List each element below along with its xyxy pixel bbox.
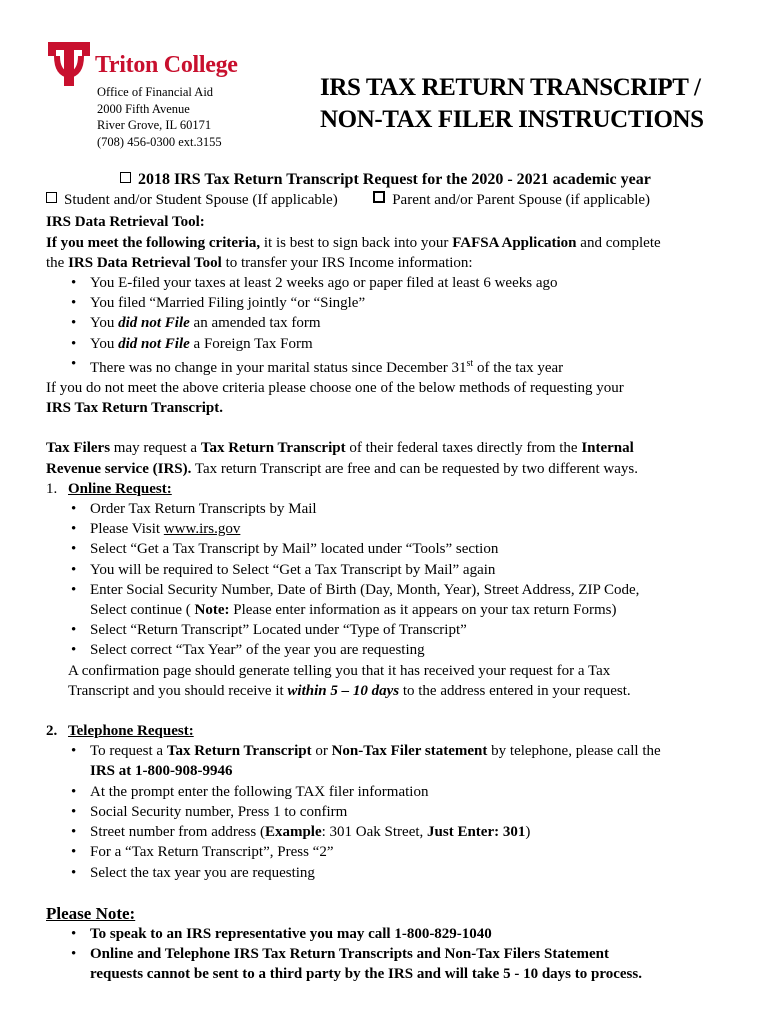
text: by telephone, please call the (487, 743, 661, 760)
telephone-request-heading: Telephone Request: (68, 723, 194, 740)
bullet-icon: • (71, 803, 77, 820)
address-line: Office of Financial Aid (97, 85, 214, 99)
phone-heading (46, 721, 736, 741)
parent-option-label: Parent and/or Parent Spouse (if applicable) (392, 192, 651, 209)
text: You (90, 315, 119, 332)
bullet-icon: • (71, 824, 77, 841)
list-item (46, 560, 736, 580)
list-item-text: At the prompt enter the following TAX filer information (90, 783, 429, 800)
title-line-1: IRS TAX RETURN TRANSCRIPT / (320, 74, 701, 101)
bold: Revenue service (IRS). (46, 460, 192, 477)
drt-intro-2 (46, 253, 736, 273)
year-request-text: 2018 IRS Tax Return Transcript Request for the 2020 - 2021 academic year (138, 171, 651, 188)
text: Street number from address ( (90, 824, 265, 841)
bullet-icon: • (71, 315, 77, 332)
list-item-text: requests cannot be sent to a third party by the IRS and will take 5 - 10 days to process. (90, 966, 642, 983)
text: : 301 Oak Street, (321, 824, 428, 841)
text: To request a (90, 743, 167, 760)
list-item-text: Enter Social Security Number, Date of Birth (Day, Month, Year), Street Address, ZIP Code, (90, 581, 640, 598)
did-not-file: did not File (118, 335, 190, 352)
bullet-icon: • (71, 642, 77, 659)
online-request-heading: Online Request: (68, 480, 172, 497)
list-item (46, 924, 736, 944)
list-item (46, 842, 736, 862)
text: Transcript and you should receive it (68, 682, 288, 699)
online-steps (46, 499, 736, 661)
list-item (46, 620, 736, 640)
bold: Non-Tax Filer statement (331, 743, 488, 760)
irs-website-link[interactable]: www.irs.gov (163, 521, 241, 538)
section-number: 1. (46, 480, 58, 497)
list-item-text: You E-filed your taxes at least 2 weeks ago or paper filed at least 6 weeks ago (90, 275, 558, 292)
document-title (320, 72, 704, 136)
list-item (46, 293, 736, 313)
list-item (46, 640, 736, 660)
drt-heading-text: IRS Data Retrieval Tool: (46, 214, 205, 231)
criteria-bold: If you meet the following criteria, (46, 234, 261, 251)
bullet-icon: • (71, 521, 77, 538)
bullet-icon: • (71, 335, 77, 352)
college-name: Triton College (95, 52, 238, 78)
bold: Just Enter: 301 (427, 824, 526, 841)
address-line: 2000 Fifth Avenue (97, 101, 190, 116)
phone-steps (46, 741, 736, 882)
title-line-2: NON-TAX FILER INSTRUCTIONS (320, 106, 704, 133)
bullet-icon: • (71, 925, 77, 942)
bullet-icon: • (71, 295, 77, 312)
confirmation-line-2 (46, 681, 736, 701)
text: of the tax year (473, 359, 564, 376)
criteria-list (46, 273, 736, 378)
drt-tool-bold: IRS Data Retrieval Tool (68, 254, 222, 271)
text: Select continue ( (90, 602, 195, 619)
bullet-icon: • (71, 864, 77, 881)
student-option-label: Student and/or Student Spouse (If applicable) (64, 192, 338, 209)
bold: Example (264, 824, 322, 841)
intro-text: it is best to sign back into your (260, 234, 453, 251)
list-item-text: Order Tax Return Transcripts by Mail (90, 501, 317, 518)
list-item-text: Social Security number, Press 1 to confirm (90, 803, 348, 820)
bullet-icon: • (71, 783, 77, 800)
list-item-text: Online and Telephone IRS Tax Return Transcripts and Non-Tax Filers Statement (90, 946, 609, 963)
list-item (46, 539, 736, 559)
list-item (46, 519, 736, 539)
list-item-text: You filed “Married Filing jointly “or “Single” (90, 295, 366, 312)
section-number: 2. (46, 723, 58, 740)
year-request-line (46, 170, 736, 190)
please-note-heading: Please Note: (46, 903, 136, 923)
not-meet-criteria: If you do not meet the above criteria please choose one of the below methods of requesting your (46, 380, 624, 397)
list-item-text: Select the tax year you are requesting (90, 864, 315, 881)
office-address (97, 84, 222, 150)
list-item (46, 822, 736, 842)
bullet-icon: • (71, 581, 77, 598)
days-bold: within 5 – 10 days (287, 682, 400, 699)
text: may request a (110, 440, 201, 457)
list-item (46, 334, 736, 354)
list-item-text: To speak to an IRS representative you may call 1-800-829-1040 (90, 925, 492, 942)
text: There was no change in your marital status since December 31 (90, 359, 467, 376)
superscript: st (466, 357, 474, 369)
bullet-icon: • (71, 355, 77, 372)
online-heading (46, 479, 736, 499)
irs-phone-number: IRS at 1-800-908-9946 (90, 763, 233, 780)
list-item (46, 499, 736, 519)
note-list (46, 924, 736, 985)
text: the (46, 254, 69, 271)
list-item (46, 741, 736, 781)
drt-intro (46, 233, 736, 253)
fafsa-bold: FAFSA Application (452, 234, 577, 251)
text: an amended tax form (189, 315, 321, 332)
parent-checkbox[interactable] (373, 191, 385, 203)
bold: Tax Return Transcript (200, 440, 346, 457)
bold: Tax Filers (46, 440, 111, 457)
list-item (46, 782, 736, 802)
text: to the address entered in your request. (399, 682, 631, 699)
list-item-text: You will be required to Select “Get a Tax Transcript by Mail” again (90, 561, 496, 578)
transcript-bold: IRS Tax Return Transcript. (46, 400, 223, 417)
text: Please Visit (90, 521, 164, 538)
bullet-icon: • (71, 946, 77, 963)
text: You (90, 335, 119, 352)
drt-heading (46, 212, 736, 232)
list-item-text: Select “Return Transcript” Located under “Type of Transcript” (90, 622, 467, 639)
bullet-icon: • (71, 622, 77, 639)
did-not-file: did not File (118, 315, 190, 332)
address-line: River Grove, IL 60171 (97, 118, 212, 132)
bullet-icon: • (71, 561, 77, 578)
text: Please enter information as it appears on your tax return Forms) (229, 602, 617, 619)
list-item-text: For a “Tax Return Transcript”, Press “2” (90, 844, 334, 861)
document-body (46, 170, 736, 985)
list-item-text: Select “Get a Tax Transcript by Mail” located under “Tools” section (90, 541, 499, 558)
transcript-bold-line (46, 398, 736, 418)
text: of their federal taxes directly from the (345, 440, 582, 457)
bullet-icon: • (71, 541, 77, 558)
list-item (46, 313, 736, 333)
filer-type-options (46, 190, 736, 210)
intro-end: and complete (576, 234, 661, 251)
bullet-icon: • (71, 743, 77, 760)
student-checkbox[interactable] (46, 192, 57, 203)
bold: Internal (581, 440, 634, 457)
bullet-icon: • (71, 501, 77, 518)
text: or (311, 743, 332, 760)
text: a Foreign Tax Form (189, 335, 313, 352)
year-checkbox[interactable] (120, 172, 131, 183)
filers-para-1 (46, 438, 736, 458)
text: ) (525, 824, 531, 841)
address-line: (708) 456-0300 ext.3155 (97, 134, 222, 149)
list-item (46, 580, 736, 620)
text: Tax return Transcript are free and can be requested by two different ways. (191, 460, 638, 477)
list-item (46, 354, 736, 378)
bullet-icon: • (71, 275, 77, 292)
text: to transfer your IRS Income information: (221, 254, 473, 271)
filers-para-2 (46, 459, 736, 479)
list-item (46, 802, 736, 822)
list-item (46, 273, 736, 293)
bold: Tax Return Transcript (166, 743, 312, 760)
bullet-icon: • (71, 844, 77, 861)
list-item (46, 944, 736, 984)
confirmation-line-1: A confirmation page should generate telling you that it has received your request for a Tax (68, 662, 611, 679)
list-item-text: Select correct “Tax Year” of the year you are requesting (90, 642, 425, 659)
note-bold: Note: (194, 602, 230, 619)
list-item (46, 863, 736, 883)
